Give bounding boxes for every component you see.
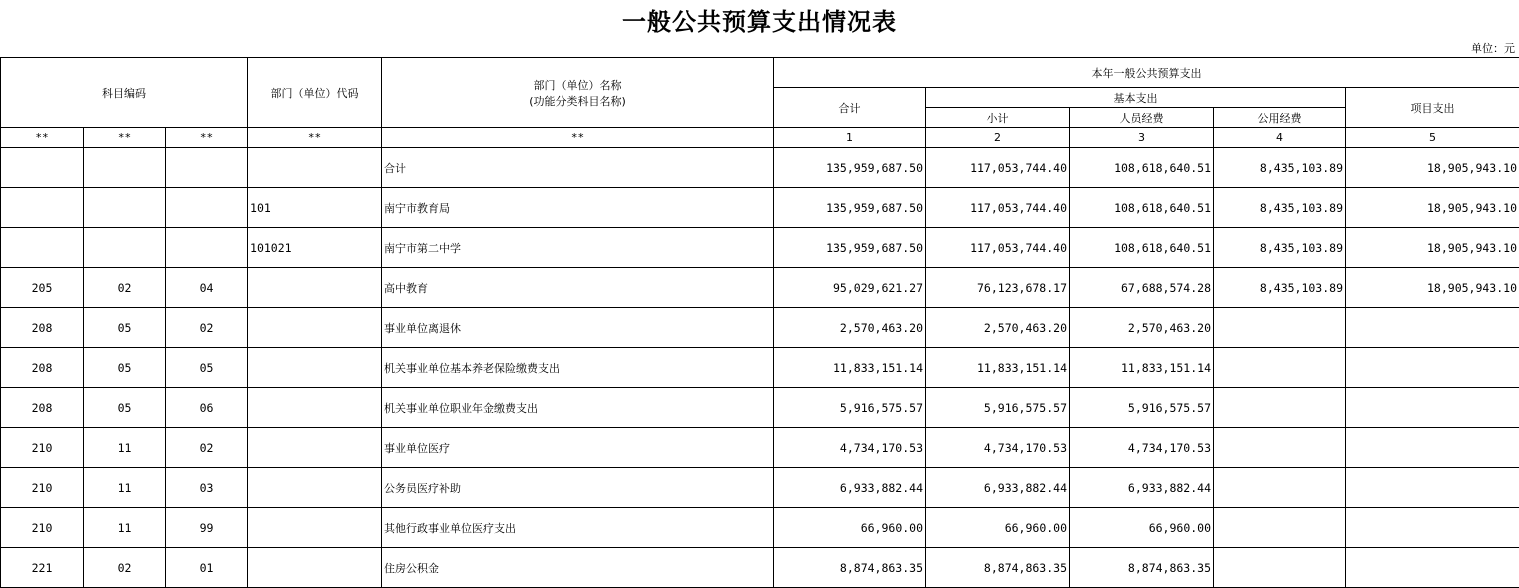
cell-total: 135,959,687.50 bbox=[774, 148, 926, 188]
cell-public bbox=[1214, 468, 1346, 508]
cell-name: 事业单位医疗 bbox=[382, 428, 774, 468]
cell-public bbox=[1214, 428, 1346, 468]
cell-name: 其他行政事业单位医疗支出 bbox=[382, 508, 774, 548]
cell-total: 135,959,687.50 bbox=[774, 188, 926, 228]
cell-subtotal: 4,734,170.53 bbox=[926, 428, 1070, 468]
cell-public bbox=[1214, 508, 1346, 548]
cell-dept-code bbox=[248, 468, 382, 508]
cell-section-code bbox=[84, 228, 166, 268]
cell-total: 66,960.00 bbox=[774, 508, 926, 548]
cell-personnel: 108,618,640.51 bbox=[1070, 228, 1214, 268]
cell-class-code: 208 bbox=[1, 308, 84, 348]
cell-public: 8,435,103.89 bbox=[1214, 188, 1346, 228]
cell-subtotal: 117,053,744.40 bbox=[926, 148, 1070, 188]
table-row bbox=[1, 308, 1519, 348]
cell-personnel: 66,960.00 bbox=[1070, 508, 1214, 548]
cell-subtotal: 8,874,863.35 bbox=[926, 548, 1070, 588]
cell-personnel: 5,916,575.57 bbox=[1070, 388, 1214, 428]
table-body bbox=[1, 148, 1519, 588]
cell-dept-code bbox=[248, 508, 382, 548]
cell-public: 8,435,103.89 bbox=[1214, 268, 1346, 308]
header-col-number: 4 bbox=[1214, 128, 1346, 148]
cell-class-code bbox=[1, 188, 84, 228]
header-personnel: 人员经费 bbox=[1070, 108, 1214, 128]
cell-public: 8,435,103.89 bbox=[1214, 228, 1346, 268]
header-project: 项目支出 bbox=[1346, 88, 1519, 128]
header-dept-code: 部门（单位）代码 bbox=[248, 58, 382, 128]
header-total: 合计 bbox=[774, 88, 926, 128]
header-stars: ** bbox=[166, 128, 248, 148]
cell-section-code: 11 bbox=[84, 428, 166, 468]
header-col-number: 2 bbox=[926, 128, 1070, 148]
header-subtotal: 小计 bbox=[926, 108, 1070, 128]
cell-personnel: 4,734,170.53 bbox=[1070, 428, 1214, 468]
cell-project bbox=[1346, 508, 1519, 548]
header-col-number: 3 bbox=[1070, 128, 1214, 148]
header-basic: 基本支出 bbox=[926, 88, 1346, 108]
cell-item-code: 04 bbox=[166, 268, 248, 308]
cell-public: 8,435,103.89 bbox=[1214, 148, 1346, 188]
cell-dept-code bbox=[248, 428, 382, 468]
table-header bbox=[1, 58, 1519, 148]
cell-personnel: 67,688,574.28 bbox=[1070, 268, 1214, 308]
cell-class-code: 210 bbox=[1, 508, 84, 548]
cell-total: 95,029,621.27 bbox=[774, 268, 926, 308]
table-row bbox=[1, 268, 1519, 308]
cell-public bbox=[1214, 348, 1346, 388]
cell-item-code: 01 bbox=[166, 548, 248, 588]
cell-project: 18,905,943.10 bbox=[1346, 268, 1519, 308]
cell-section-code bbox=[84, 148, 166, 188]
cell-public bbox=[1214, 308, 1346, 348]
table-row bbox=[1, 228, 1519, 268]
cell-name: 高中教育 bbox=[382, 268, 774, 308]
table-row bbox=[1, 188, 1519, 228]
cell-dept-code: 101021 bbox=[248, 228, 382, 268]
cell-total: 2,570,463.20 bbox=[774, 308, 926, 348]
cell-dept-code bbox=[248, 548, 382, 588]
cell-dept-code: 101 bbox=[248, 188, 382, 228]
unit-label: 单位：元 bbox=[1471, 42, 1515, 55]
table-row bbox=[1, 468, 1519, 508]
header-col-number: 1 bbox=[774, 128, 926, 148]
cell-total: 11,833,151.14 bbox=[774, 348, 926, 388]
header-stars: ** bbox=[382, 128, 774, 148]
header-public: 公用经费 bbox=[1214, 108, 1346, 128]
cell-section-code: 11 bbox=[84, 508, 166, 548]
cell-class-code: 208 bbox=[1, 348, 84, 388]
cell-dept-code bbox=[248, 348, 382, 388]
header-dept-name-line2: (功能分类科目名称) bbox=[529, 94, 626, 108]
cell-project: 18,905,943.10 bbox=[1346, 188, 1519, 228]
cell-name: 南宁市第二中学 bbox=[382, 228, 774, 268]
cell-project bbox=[1346, 548, 1519, 588]
cell-item-code: 02 bbox=[166, 308, 248, 348]
cell-item-code: 03 bbox=[166, 468, 248, 508]
cell-section-code: 05 bbox=[84, 388, 166, 428]
cell-item-code: 05 bbox=[166, 348, 248, 388]
cell-item-code: 99 bbox=[166, 508, 248, 548]
cell-subtotal: 2,570,463.20 bbox=[926, 308, 1070, 348]
header-stars: ** bbox=[84, 128, 166, 148]
cell-name: 事业单位离退休 bbox=[382, 308, 774, 348]
cell-name: 公务员医疗补助 bbox=[382, 468, 774, 508]
header-budget-total: 本年一般公共预算支出 bbox=[774, 58, 1519, 88]
cell-personnel: 108,618,640.51 bbox=[1070, 148, 1214, 188]
cell-project bbox=[1346, 428, 1519, 468]
cell-section-code: 11 bbox=[84, 468, 166, 508]
cell-item-code bbox=[166, 188, 248, 228]
cell-personnel: 11,833,151.14 bbox=[1070, 348, 1214, 388]
table-row bbox=[1, 388, 1519, 428]
cell-dept-code bbox=[248, 388, 382, 428]
cell-item-code bbox=[166, 148, 248, 188]
cell-subtotal: 117,053,744.40 bbox=[926, 188, 1070, 228]
cell-name: 机关事业单位职业年金缴费支出 bbox=[382, 388, 774, 428]
cell-item-code: 06 bbox=[166, 388, 248, 428]
header-stars: ** bbox=[248, 128, 382, 148]
table-row bbox=[1, 148, 1519, 188]
budget-expenditure-table bbox=[0, 57, 1519, 588]
cell-dept-code bbox=[248, 268, 382, 308]
cell-class-code: 208 bbox=[1, 388, 84, 428]
cell-class-code: 210 bbox=[1, 468, 84, 508]
header-stars: ** bbox=[1, 128, 84, 148]
cell-subtotal: 76,123,678.17 bbox=[926, 268, 1070, 308]
cell-personnel: 6,933,882.44 bbox=[1070, 468, 1214, 508]
cell-subtotal: 66,960.00 bbox=[926, 508, 1070, 548]
cell-section-code: 02 bbox=[84, 548, 166, 588]
cell-project bbox=[1346, 348, 1519, 388]
cell-name: 机关事业单位基本养老保险缴费支出 bbox=[382, 348, 774, 388]
cell-personnel: 2,570,463.20 bbox=[1070, 308, 1214, 348]
cell-project bbox=[1346, 468, 1519, 508]
table-row bbox=[1, 428, 1519, 468]
cell-total: 6,933,882.44 bbox=[774, 468, 926, 508]
cell-section-code bbox=[84, 188, 166, 228]
cell-project: 18,905,943.10 bbox=[1346, 148, 1519, 188]
table-row bbox=[1, 548, 1519, 588]
cell-dept-code bbox=[248, 148, 382, 188]
cell-total: 135,959,687.50 bbox=[774, 228, 926, 268]
cell-subtotal: 11,833,151.14 bbox=[926, 348, 1070, 388]
cell-dept-code bbox=[248, 308, 382, 348]
cell-project bbox=[1346, 308, 1519, 348]
cell-item-code: 02 bbox=[166, 428, 248, 468]
cell-total: 4,734,170.53 bbox=[774, 428, 926, 468]
page-title: 一般公共预算支出情况表 bbox=[622, 7, 897, 36]
cell-section-code: 02 bbox=[84, 268, 166, 308]
table-row bbox=[1, 508, 1519, 548]
cell-personnel: 108,618,640.51 bbox=[1070, 188, 1214, 228]
cell-name: 南宁市教育局 bbox=[382, 188, 774, 228]
cell-total: 5,916,575.57 bbox=[774, 388, 926, 428]
cell-class-code: 205 bbox=[1, 268, 84, 308]
cell-name: 合计 bbox=[382, 148, 774, 188]
cell-class-code bbox=[1, 228, 84, 268]
cell-item-code bbox=[166, 228, 248, 268]
cell-name: 住房公积金 bbox=[382, 548, 774, 588]
cell-project bbox=[1346, 388, 1519, 428]
cell-subtotal: 5,916,575.57 bbox=[926, 388, 1070, 428]
cell-class-code bbox=[1, 148, 84, 188]
cell-section-code: 05 bbox=[84, 308, 166, 348]
header-dept-name-line1: 部门（单位）名称 bbox=[533, 78, 622, 92]
cell-total: 8,874,863.35 bbox=[774, 548, 926, 588]
cell-class-code: 221 bbox=[1, 548, 84, 588]
cell-class-code: 210 bbox=[1, 428, 84, 468]
cell-personnel: 8,874,863.35 bbox=[1070, 548, 1214, 588]
header-col-number: 5 bbox=[1346, 128, 1519, 148]
cell-subtotal: 117,053,744.40 bbox=[926, 228, 1070, 268]
cell-subtotal: 6,933,882.44 bbox=[926, 468, 1070, 508]
cell-public bbox=[1214, 548, 1346, 588]
table-row bbox=[1, 348, 1519, 388]
cell-project: 18,905,943.10 bbox=[1346, 228, 1519, 268]
header-subject-code: 科目编码 bbox=[1, 58, 248, 128]
cell-public bbox=[1214, 388, 1346, 428]
header-dept-name bbox=[382, 58, 774, 128]
cell-section-code: 05 bbox=[84, 348, 166, 388]
